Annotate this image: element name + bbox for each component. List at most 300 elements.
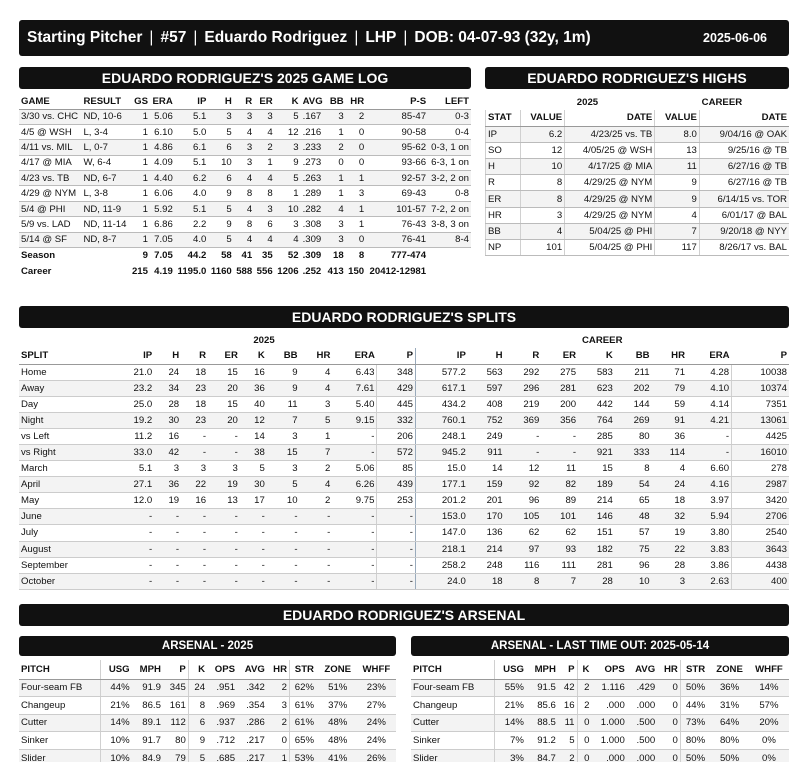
- splits-cell: -: [208, 557, 240, 573]
- highs-cell: 101: [520, 240, 565, 256]
- gamelog-cell: 5.92: [150, 201, 175, 216]
- splits-cell: 332: [377, 412, 416, 428]
- splits-cell: 7: [300, 444, 333, 460]
- arsenal-cell: 79: [163, 749, 188, 762]
- arsenal-cell: 10%: [100, 749, 131, 762]
- report-date: 2025-06-06: [703, 31, 767, 45]
- splits-cell: 2.63: [687, 573, 732, 589]
- splits-cell: 79: [652, 380, 687, 396]
- splits-cell: -: [332, 525, 377, 541]
- highs-cell: 4/29/25 @ NYM: [565, 175, 655, 191]
- splits-cell: 20: [208, 412, 240, 428]
- arsenal-last-table: [411, 660, 789, 762]
- splits-cell: 36: [652, 428, 687, 444]
- gamelog-cell: 3: [208, 109, 233, 124]
- highs-row: [486, 126, 790, 142]
- gamelog-cell: .273: [301, 155, 326, 170]
- highs-cell: 4/05/25 @ WSH: [565, 142, 655, 158]
- gamelog-season-cell: 35: [254, 248, 274, 264]
- gamelog-cell: 5: [275, 109, 301, 124]
- highs-cell: 9/25/16 @ TB: [699, 142, 789, 158]
- separator: |: [403, 29, 408, 46]
- gamelog-cell: 4: [234, 201, 254, 216]
- splits-cell: -: [113, 573, 155, 589]
- highs-cell: 11: [655, 159, 700, 175]
- highs-cell: 9: [655, 175, 700, 191]
- splits-cell: -: [154, 541, 181, 557]
- splits-col-header: K: [240, 348, 267, 364]
- gamelog-cell: 10: [275, 201, 301, 216]
- splits-cell: -: [181, 541, 208, 557]
- gamelog-row: [19, 217, 471, 232]
- player-role: Starting Pitcher: [27, 29, 143, 46]
- splits-row: [19, 509, 789, 525]
- highs-cell: 10: [520, 159, 565, 175]
- splits-cell: 13: [208, 493, 240, 509]
- splits-cell: 30: [240, 477, 267, 493]
- splits-cell: 23: [181, 380, 208, 396]
- arsenal-cell: 161: [163, 697, 188, 715]
- gamelog-cell: ND, 8-7: [81, 232, 129, 247]
- gamelog-cell: .309: [301, 232, 326, 247]
- gamelog-cell: 4/29 @ NYM: [19, 186, 81, 201]
- gamelog-cell: 7.05: [150, 232, 175, 247]
- arsenal-cell: Slider: [19, 749, 100, 762]
- highs-col-header: STAT: [486, 110, 521, 126]
- splits-cell: 8: [505, 573, 542, 589]
- arsenal-cell: 0: [657, 697, 680, 715]
- arsenal-cell: 24%: [357, 714, 396, 732]
- gamelog-cell: 4/5 @ WSH: [19, 124, 81, 139]
- splits-cell: 19.2: [113, 412, 155, 428]
- gamelog-cell: 0-3, 1 on: [428, 140, 471, 155]
- gamelog-cell: 3: [325, 109, 345, 124]
- gamelog-career-cell: [81, 264, 129, 280]
- gamelog-cell: ND, 11-9: [81, 201, 129, 216]
- splits-cell: -: [154, 557, 181, 573]
- splits-cell: September: [19, 557, 113, 573]
- splits-cell: 97: [505, 541, 542, 557]
- splits-cell: 9: [267, 364, 300, 380]
- gamelog-season-cell: 41: [234, 248, 254, 264]
- arsenal-cell: 5: [188, 749, 207, 762]
- splits-col-header: SPLIT: [19, 348, 113, 364]
- splits-cell: 96: [615, 557, 652, 573]
- splits-cell: 434.2: [416, 396, 468, 412]
- splits-cell: 5: [300, 412, 333, 428]
- gamelog-cell: 1: [130, 140, 150, 155]
- splits-row: [19, 573, 789, 589]
- gamelog-season-cell: Season: [19, 248, 81, 264]
- gamelog-season-cell: 777-474: [366, 248, 428, 264]
- gamelog-col-header: K: [275, 94, 301, 109]
- arsenal-cell: 61%: [290, 714, 319, 732]
- splits-cell: 146: [578, 509, 615, 525]
- gamelog-cell: 0-8: [428, 186, 471, 201]
- splits-cell: 16: [240, 364, 267, 380]
- gamelog-cell: 1: [254, 155, 274, 170]
- splits-cell: October: [19, 573, 113, 589]
- arsenal-col-header: HR: [267, 660, 290, 679]
- splits-cell: -: [300, 573, 333, 589]
- splits-cell: Home: [19, 364, 113, 380]
- arsenal-cell: 5: [558, 732, 577, 750]
- arsenal-col-header: AVG: [627, 660, 657, 679]
- arsenal-cell: 1.000: [591, 732, 626, 750]
- gamelog-cell: 5: [208, 201, 233, 216]
- splits-cell: 2: [300, 461, 333, 477]
- splits-cell: -: [208, 428, 240, 444]
- splits-cell: 182: [578, 541, 615, 557]
- gamelog-cell: 1: [325, 124, 345, 139]
- splits-cell: 30: [154, 412, 181, 428]
- gamelog-col-header: IP: [175, 94, 209, 109]
- arsenal-col-header: STR: [680, 660, 710, 679]
- gamelog-cell: 1: [275, 186, 301, 201]
- gamelog-cell: 5/14 @ SF: [19, 232, 81, 247]
- splits-cell: 33.0: [113, 444, 155, 460]
- splits-cell: 23: [181, 412, 208, 428]
- splits-cell: 4.10: [687, 380, 732, 396]
- gamelog-career-cell: 413: [327, 266, 344, 278]
- gamelog-cell: L, 0-7: [81, 140, 129, 155]
- splits-group-career: CAREER: [581, 335, 623, 346]
- splits-title: EDUARDO RODRIGUEZ'S SPLITS: [19, 306, 789, 328]
- gamelog-cell: 4: [275, 232, 301, 247]
- splits-cell: -: [377, 541, 416, 557]
- splits-cell: 22: [181, 477, 208, 493]
- splits-cell: 348: [377, 364, 416, 380]
- arsenal-col-header: STR: [290, 660, 319, 679]
- splits-cell: 356: [541, 412, 578, 428]
- gamelog-cell: 0: [346, 124, 366, 139]
- gamelog-cell: 6: [254, 217, 274, 232]
- highs-cell: 8.0: [655, 126, 700, 142]
- splits-cell: -: [113, 509, 155, 525]
- gamelog-cell: 3: [346, 186, 366, 201]
- gamelog-career-cell: 1195.0: [177, 266, 207, 278]
- gamelog-season-cell: 58: [208, 248, 233, 264]
- gamelog-title: EDUARDO RODRIGUEZ'S 2025 GAME LOG: [19, 67, 471, 89]
- gamelog-cell: 4.0: [175, 186, 209, 201]
- arsenal-last-title: ARSENAL - LAST TIME OUT: 2025-05-14: [411, 636, 789, 656]
- splits-cell: 96: [505, 493, 542, 509]
- gamelog-col-header: H: [208, 94, 233, 109]
- arsenal-col-header: AVG: [237, 660, 267, 679]
- splits-cell: 19: [652, 525, 687, 541]
- splits-cell: 10038: [732, 364, 789, 380]
- splits-cell: -: [181, 525, 208, 541]
- player-header: [19, 20, 789, 56]
- gamelog-cell: .167: [301, 109, 326, 124]
- arsenal-cell: 16: [558, 697, 577, 715]
- splits-col-header: P: [377, 348, 416, 364]
- arsenal-row: [19, 732, 396, 750]
- arsenal-cell: 41%: [319, 749, 357, 762]
- splits-cell: -: [332, 428, 377, 444]
- splits-cell: -: [113, 525, 155, 541]
- highs-cell: 5/04/25 @ PHI: [565, 223, 655, 239]
- splits-cell: 5: [240, 461, 267, 477]
- gamelog-col-header: R: [234, 94, 254, 109]
- splits-cell: -: [300, 525, 333, 541]
- gamelog-cell: ND, 11-14: [81, 217, 129, 232]
- gamelog-cell: 4/11 vs. MIL: [19, 140, 81, 155]
- highs-cell: 9/04/16 @ OAK: [699, 126, 789, 142]
- highs-row: [486, 175, 790, 191]
- arsenal-cell: 9: [188, 732, 207, 750]
- highs-cell: 3: [520, 207, 565, 223]
- highs-group-career: CAREER: [701, 96, 743, 108]
- splits-cell: 281: [541, 380, 578, 396]
- splits-cell: 3: [300, 396, 333, 412]
- arsenal-cell: .937: [207, 714, 237, 732]
- gamelog-cell: 101-57: [366, 201, 428, 216]
- splits-cell: 369: [505, 412, 542, 428]
- player-name: Eduardo Rodriguez: [204, 29, 348, 46]
- arsenal-cell: 3: [267, 697, 290, 715]
- splits-row: [19, 461, 789, 477]
- gamelog-cell: 10: [208, 155, 233, 170]
- gamelog-col-header: LEFT: [428, 94, 471, 109]
- splits-cell: 75: [615, 541, 652, 557]
- highs-col-header: DATE: [699, 110, 789, 126]
- splits-cell: vs Right: [19, 444, 113, 460]
- arsenal-cell: 84.9: [132, 749, 163, 762]
- splits-cell: 285: [578, 428, 615, 444]
- splits-cell: 4: [652, 461, 687, 477]
- arsenal-cell: 36%: [710, 679, 749, 697]
- highs-cell: 12: [520, 142, 565, 158]
- splits-cell: -: [505, 428, 542, 444]
- splits-row: [19, 444, 789, 460]
- gamelog-cell: 5/9 vs. LAD: [19, 217, 81, 232]
- splits-cell: 22: [652, 541, 687, 557]
- highs-col-header: DATE: [565, 110, 655, 126]
- splits-cell: -: [332, 509, 377, 525]
- splits-cell: -: [267, 525, 300, 541]
- splits-cell: -: [113, 557, 155, 573]
- splits-cell: -: [240, 509, 267, 525]
- gamelog-cell: 3: [325, 217, 345, 232]
- gamelog-cell: 4: [325, 201, 345, 216]
- splits-cell: 15: [208, 396, 240, 412]
- gamelog-cell: 5.1: [175, 201, 209, 216]
- arsenal-cell: Cutter: [19, 714, 100, 732]
- splits-cell: 7: [267, 412, 300, 428]
- arsenal-cell: Slider: [411, 749, 494, 762]
- highs-cell: 4/23/25 vs. TB: [565, 126, 655, 142]
- splits-cell: 101: [541, 509, 578, 525]
- player-dob: DOB: 04-07-93 (32y, 1m): [414, 29, 591, 46]
- gamelog-cell: 3-8, 3 on: [428, 217, 471, 232]
- highs-group-2025: 2025: [576, 96, 599, 108]
- splits-cell: 62: [541, 525, 578, 541]
- splits-cell: 583: [578, 364, 615, 380]
- gamelog-cell: L, 3-4: [81, 124, 129, 139]
- arsenal-cell: .217: [237, 749, 267, 762]
- splits-cell: 7351: [732, 396, 789, 412]
- gamelog-career-cell: .252: [302, 266, 322, 278]
- splits-cell: -: [240, 557, 267, 573]
- splits-cell: 28: [652, 557, 687, 573]
- splits-cell: 10: [267, 493, 300, 509]
- splits-row: [19, 396, 789, 412]
- splits-cell: -: [267, 541, 300, 557]
- gamelog-cell: 90-58: [366, 124, 428, 139]
- splits-cell: 189: [578, 477, 615, 493]
- arsenal-cell: 0: [577, 714, 591, 732]
- gamelog-cell: 76-41: [366, 232, 428, 247]
- gamelog-cell: 7-2, 2 on: [428, 201, 471, 216]
- separator: |: [354, 29, 359, 46]
- gamelog-cell: 3/30 vs. CHC: [19, 109, 81, 124]
- arsenal-cell: 14%: [749, 679, 789, 697]
- splits-row: [19, 380, 789, 396]
- gamelog-cell: 1: [346, 217, 366, 232]
- highs-cell: 8/26/17 vs. BAL: [699, 240, 789, 256]
- highs-cell: 9/20/18 @ NYY: [699, 223, 789, 239]
- splits-cell: 3.83: [687, 541, 732, 557]
- splits-cell: 16010: [732, 444, 789, 460]
- splits-cell: 177.1: [416, 477, 468, 493]
- gamelog-cell: 12: [275, 124, 301, 139]
- splits-cell: 36: [154, 477, 181, 493]
- splits-cell: 3: [267, 461, 300, 477]
- gamelog-cell: 3: [275, 217, 301, 232]
- splits-cell: 214: [578, 493, 615, 509]
- arsenal-cell: .500: [627, 714, 657, 732]
- splits-cell: 617.1: [416, 380, 468, 396]
- arsenal-cell: 1.116: [591, 679, 626, 697]
- gamelog-cell: L, 3-8: [81, 186, 129, 201]
- splits-cell: 151: [578, 525, 615, 541]
- arsenal-cell: 2: [267, 714, 290, 732]
- splits-cell: 15.0: [416, 461, 468, 477]
- splits-cell: 11: [267, 396, 300, 412]
- splits-cell: -: [541, 444, 578, 460]
- splits-cell: -: [181, 557, 208, 573]
- gamelog-row: [19, 124, 471, 139]
- gamelog-cell: 85-47: [366, 109, 428, 124]
- gamelog-cell: 5.1: [175, 109, 209, 124]
- splits-cell: 89: [541, 493, 578, 509]
- gamelog-career-cell: 588: [236, 266, 253, 278]
- arsenal-cell: 85.6: [526, 697, 558, 715]
- arsenal-col-header: K: [188, 660, 207, 679]
- splits-cell: -: [154, 573, 181, 589]
- gamelog-cell: 4.86: [150, 140, 175, 155]
- splits-cell: 18: [652, 493, 687, 509]
- arsenal-cell: 0%: [749, 732, 789, 750]
- splits-cell: 85: [377, 461, 416, 477]
- highs-cell: 6.2: [520, 126, 565, 142]
- arsenal-cell: .969: [207, 697, 237, 715]
- gamelog-cell: .282: [301, 201, 326, 216]
- gamelog-season-cell: 9: [130, 248, 150, 264]
- gamelog-cell: .233: [301, 140, 326, 155]
- splits-cell: 9.15: [332, 412, 377, 428]
- splits-cell: 116: [505, 557, 542, 573]
- splits-cell: March: [19, 461, 113, 477]
- splits-cell: 4: [300, 477, 333, 493]
- gamelog-cell: 8-4: [428, 232, 471, 247]
- splits-group-2025: 2025: [253, 335, 275, 346]
- splits-cell: 921: [578, 444, 615, 460]
- gamelog-row: [19, 171, 471, 186]
- splits-cell: April: [19, 477, 113, 493]
- highs-cell: 4: [655, 207, 700, 223]
- arsenal-cell: 51%: [319, 679, 357, 697]
- arsenal-cell: Changeup: [411, 697, 494, 715]
- arsenal-cell: 0: [577, 749, 591, 762]
- gamelog-cell: 3: [234, 109, 254, 124]
- arsenal-cell: 48%: [319, 732, 357, 750]
- arsenal-cell: 2: [558, 749, 577, 762]
- splits-cell: 15: [267, 444, 300, 460]
- splits-cell: 12: [240, 412, 267, 428]
- gamelog-cell: 4: [254, 124, 274, 139]
- splits-row: [19, 412, 789, 428]
- arsenal-cell: 20%: [749, 714, 789, 732]
- splits-cell: 24.0: [416, 573, 468, 589]
- splits-cell: 105: [505, 509, 542, 525]
- splits-cell: 65: [615, 493, 652, 509]
- arsenal-cell: 23%: [357, 679, 396, 697]
- splits-cell: -: [332, 573, 377, 589]
- splits-cell: -: [267, 557, 300, 573]
- splits-cell: 17: [240, 493, 267, 509]
- splits-cell: -: [113, 541, 155, 557]
- gamelog-cell: 8: [254, 186, 274, 201]
- splits-col-header: ER: [541, 348, 578, 364]
- splits-cell: 4.21: [687, 412, 732, 428]
- gamelog-cell: 5: [275, 171, 301, 186]
- arsenal-col-header: ZONE: [710, 660, 749, 679]
- splits-cell: 333: [615, 444, 652, 460]
- arsenal-cell: 0: [657, 749, 680, 762]
- arsenal-cell: 11: [558, 714, 577, 732]
- arsenal-col-header: P: [163, 660, 188, 679]
- splits-cell: 4.14: [687, 396, 732, 412]
- arsenal-row: [19, 714, 396, 732]
- highs-cell: 4/17/25 @ MIA: [565, 159, 655, 175]
- gamelog-cell: 5.06: [150, 109, 175, 124]
- gamelog-cell: 4: [254, 171, 274, 186]
- splits-cell: -: [687, 444, 732, 460]
- gamelog-cell: 9: [208, 217, 233, 232]
- splits-cell: Night: [19, 412, 113, 428]
- gamelog-cell: .263: [301, 171, 326, 186]
- highs-cell: 5/04/25 @ PHI: [565, 240, 655, 256]
- splits-col-header: BB: [267, 348, 300, 364]
- arsenal-cell: 26%: [357, 749, 396, 762]
- arsenal-cell: .354: [237, 697, 267, 715]
- splits-cell: 32: [652, 509, 687, 525]
- gamelog-cell: 0: [325, 155, 345, 170]
- splits-cell: 10374: [732, 380, 789, 396]
- arsenal-cell: 91.9: [132, 679, 163, 697]
- splits-cell: -: [154, 525, 181, 541]
- arsenal-cell: .685: [207, 749, 237, 762]
- splits-cell: 597: [468, 380, 505, 396]
- arsenal-cell: 0: [657, 714, 680, 732]
- gamelog-cell: ND, 6-7: [81, 171, 129, 186]
- arsenal-cell: .286: [237, 714, 267, 732]
- gamelog-col-header: GAME: [19, 94, 81, 109]
- gamelog-cell: 6.06: [150, 186, 175, 201]
- gamelog-cell: 0: [346, 155, 366, 170]
